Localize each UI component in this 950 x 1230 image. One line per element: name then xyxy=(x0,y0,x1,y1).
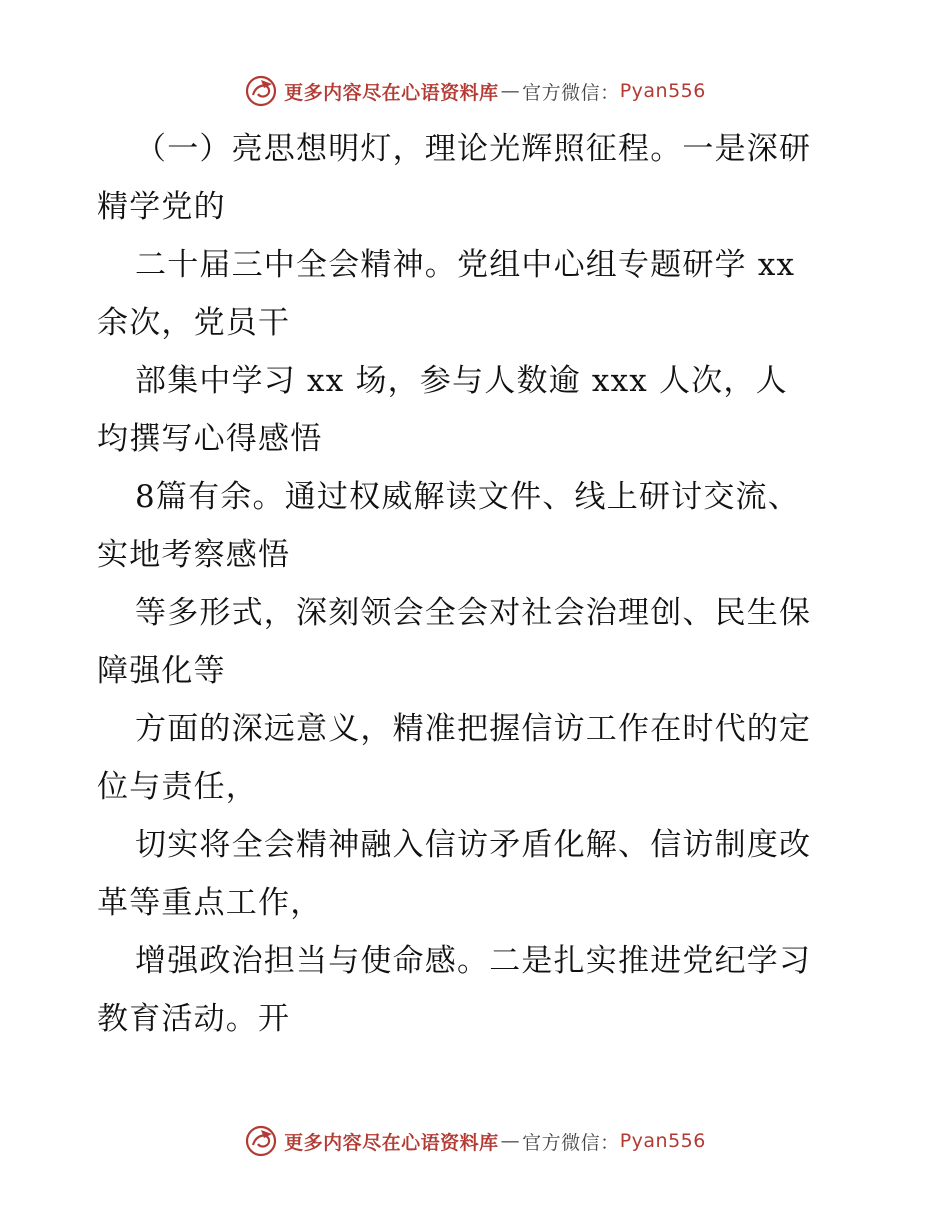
text-line: 方面的深远意义，精准把握信访工作在时代的定 xyxy=(135,711,812,747)
red-swirl-logo-icon xyxy=(244,1124,278,1158)
watermark-wechat-id: Pyan556 xyxy=(619,1130,706,1152)
text-line: 8篇有余。通过权威解读文件、线上研讨交流、 xyxy=(135,479,800,515)
text-line: （一）亮思想明灯，理论光辉照征程。一是深研 xyxy=(135,131,812,167)
watermark-dash: — xyxy=(500,1130,521,1152)
header-watermark xyxy=(0,74,950,108)
footer-watermark xyxy=(0,1124,950,1158)
text-line: 教育活动。开 xyxy=(97,1001,291,1037)
text-line: 切实将全会精神融入信访矛盾化解、信访制度改 xyxy=(135,827,812,863)
text-line: 部集中学习 xx 场，参与人数逾 xxx 人次，人 xyxy=(135,363,788,399)
text-line: 革等重点工作， xyxy=(97,885,323,921)
red-swirl-logo-icon xyxy=(244,74,278,108)
text-line: 实地考察感悟 xyxy=(97,537,291,573)
text-line: 精学党的 xyxy=(97,189,226,225)
watermark-text: 更多内容尽在心语资料库 xyxy=(284,1131,499,1154)
text-line: 余次，党员干 xyxy=(97,305,291,341)
watermark-wechat-id: Pyan556 xyxy=(619,80,706,102)
watermark-text: 更多内容尽在心语资料库 xyxy=(284,81,499,104)
text-line: 等多形式，深刻领会全会对社会治理创、民生保 xyxy=(135,595,812,631)
watermark-label: 官方微信： xyxy=(522,81,620,104)
text-line: 位与责任， xyxy=(97,769,258,805)
text-line: 增强政治担当与使命感。二是扎实推进党纪学习 xyxy=(135,943,812,979)
text-line: 均撰写心得感悟 xyxy=(97,421,323,457)
watermark-label: 官方微信： xyxy=(522,1131,620,1154)
watermark-dash: — xyxy=(500,80,521,102)
text-line: 障强化等 xyxy=(97,653,226,689)
document-body xyxy=(97,120,857,1048)
text-line: 二十届三中全会精神。党组中心组专题研学 xx xyxy=(135,247,796,283)
